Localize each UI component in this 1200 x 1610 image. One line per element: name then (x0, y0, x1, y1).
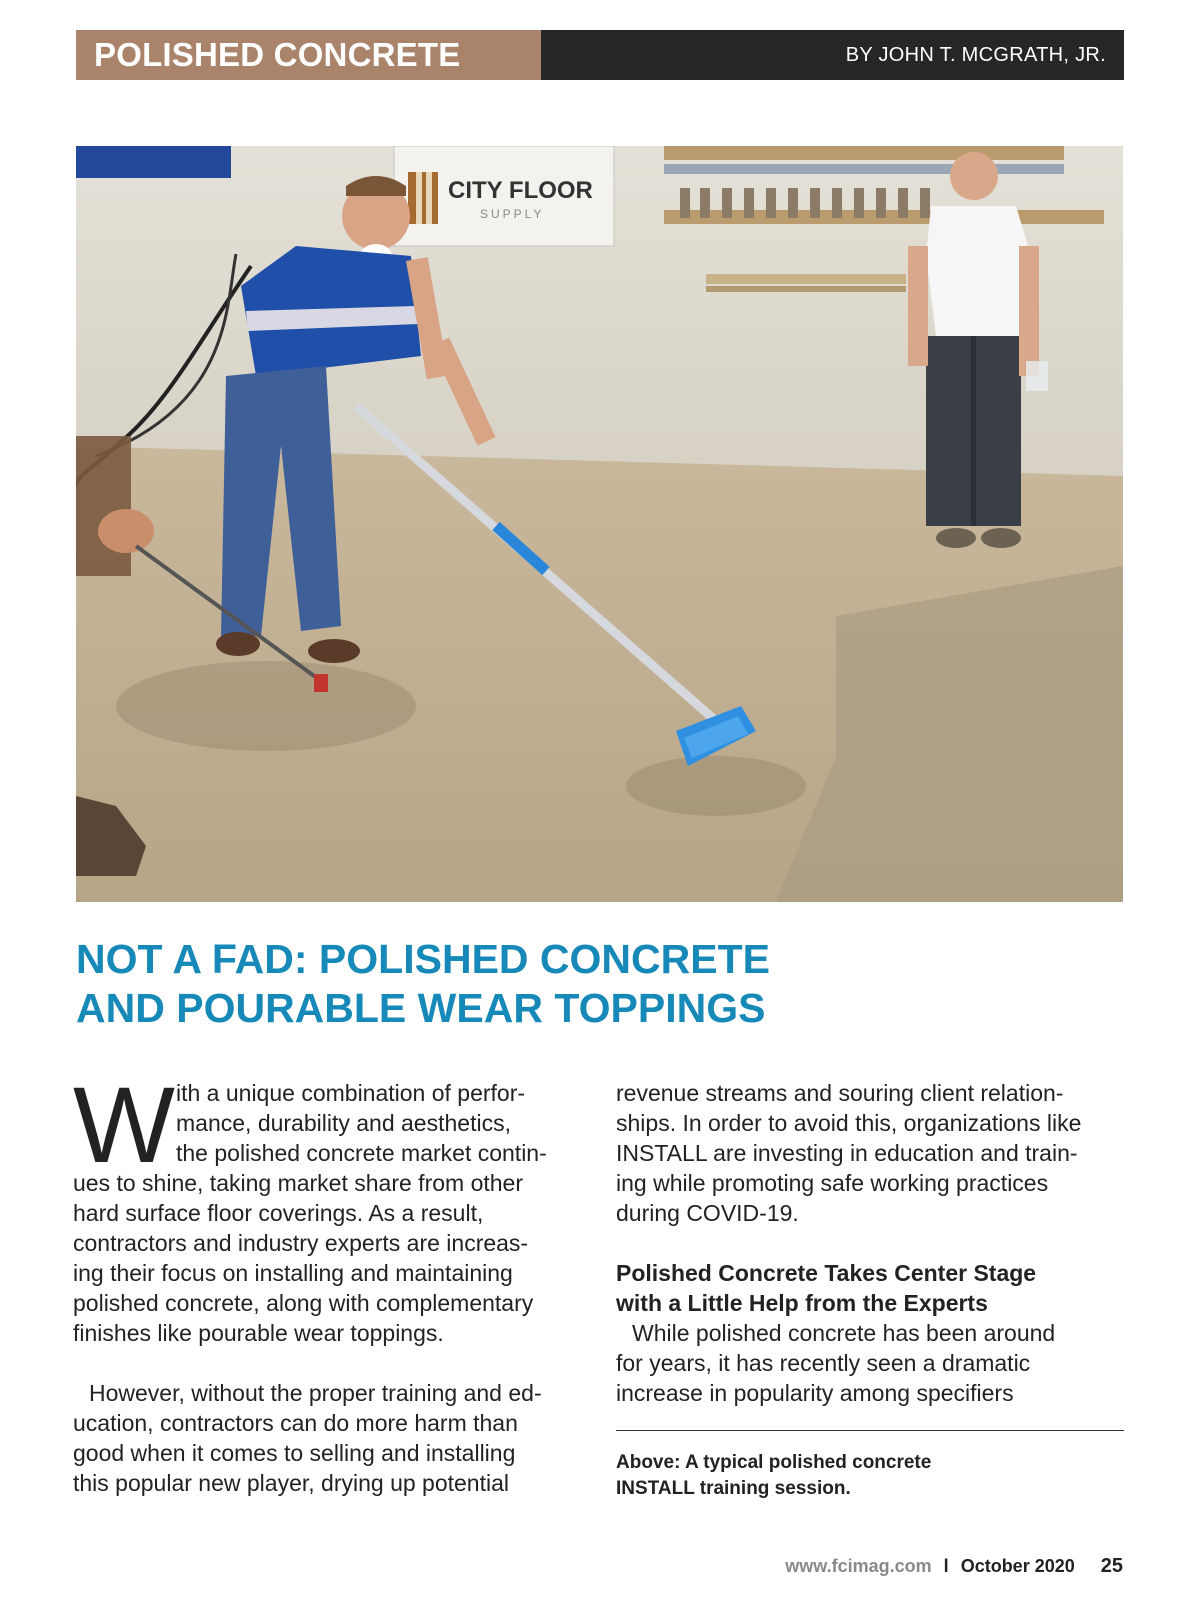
banner-shape (76, 146, 231, 178)
body-line: the polished concrete market contin- (176, 1140, 547, 1166)
section-subhead: with a Little Help from the Experts (616, 1290, 988, 1316)
footer-date: October 2020 (960, 1556, 1075, 1576)
section-subhead: Polished Concrete Takes Center Stage (616, 1260, 1037, 1286)
body-line: hard surface floor coverings. As a result, (73, 1200, 484, 1226)
headline-line: AND POURABLE WEAR TOPPINGS (76, 985, 766, 1031)
article-headline (76, 935, 1124, 1033)
body-line: ships. In order to avoid this, organizations like (616, 1110, 1082, 1136)
caption-line: Above: A typical polished concrete (616, 1452, 932, 1473)
body-line: ith a unique combination of perfor- (176, 1080, 526, 1106)
body-line: increase in popularity among specifiers (616, 1380, 1014, 1406)
body-line: finishes like pourable wear toppings. (73, 1320, 444, 1346)
logo-icon (408, 172, 438, 224)
sign-title: CITY FLOOR (448, 177, 593, 204)
page-footer (785, 1553, 1123, 1579)
footer-separator: l (943, 1556, 949, 1576)
page-number: 25 (1100, 1555, 1123, 1577)
body-line: this popular new player, drying up potential (73, 1470, 510, 1496)
section-tag: POLISHED CONCRETE (76, 30, 541, 80)
headline-line: NOT A FAD: POLISHED CONCRETE (76, 936, 770, 982)
body-line: However, without the proper training and ed- (89, 1380, 542, 1406)
drop-cap: W (73, 1064, 175, 1185)
body-line: good when it comes to selling and installing (73, 1440, 516, 1466)
footer-website: www.fcimag.com (785, 1556, 932, 1576)
body-line: contractors and industry experts are increas- (73, 1230, 529, 1256)
body-column-left (73, 1064, 588, 1498)
body-line: INSTALL are investing in education and train- (616, 1140, 1078, 1166)
person-arm (76, 436, 131, 576)
body-column-right (616, 1078, 1126, 1408)
body-line: polished concrete, along with complementary (73, 1290, 534, 1316)
body-line: ing their focus on installing and maintaining (73, 1260, 513, 1286)
body-line: for years, it has recently seen a dramatic (616, 1350, 1031, 1376)
article-photo (76, 146, 1123, 902)
sign-subtitle: SUPPLY (480, 207, 545, 221)
photo-caption (616, 1450, 1124, 1502)
body-line: ues to shine, taking market share from other (73, 1170, 523, 1196)
body-line: ucation, contractors can do more harm than (73, 1410, 518, 1436)
caption-line: INSTALL training session. (616, 1478, 851, 1499)
body-line: mance, durability and aesthetics, (176, 1110, 511, 1136)
byline: BY JOHN T. MCGRATH, JR. (845, 44, 1106, 66)
body-line: ing while promoting safe working practices (616, 1170, 1049, 1196)
body-line: While polished concrete has been around (632, 1320, 1056, 1346)
caption-divider (616, 1430, 1124, 1431)
page-header (76, 30, 1124, 80)
body-line: revenue streams and souring client relation- (616, 1080, 1064, 1106)
body-line: during COVID-19. (616, 1200, 799, 1226)
